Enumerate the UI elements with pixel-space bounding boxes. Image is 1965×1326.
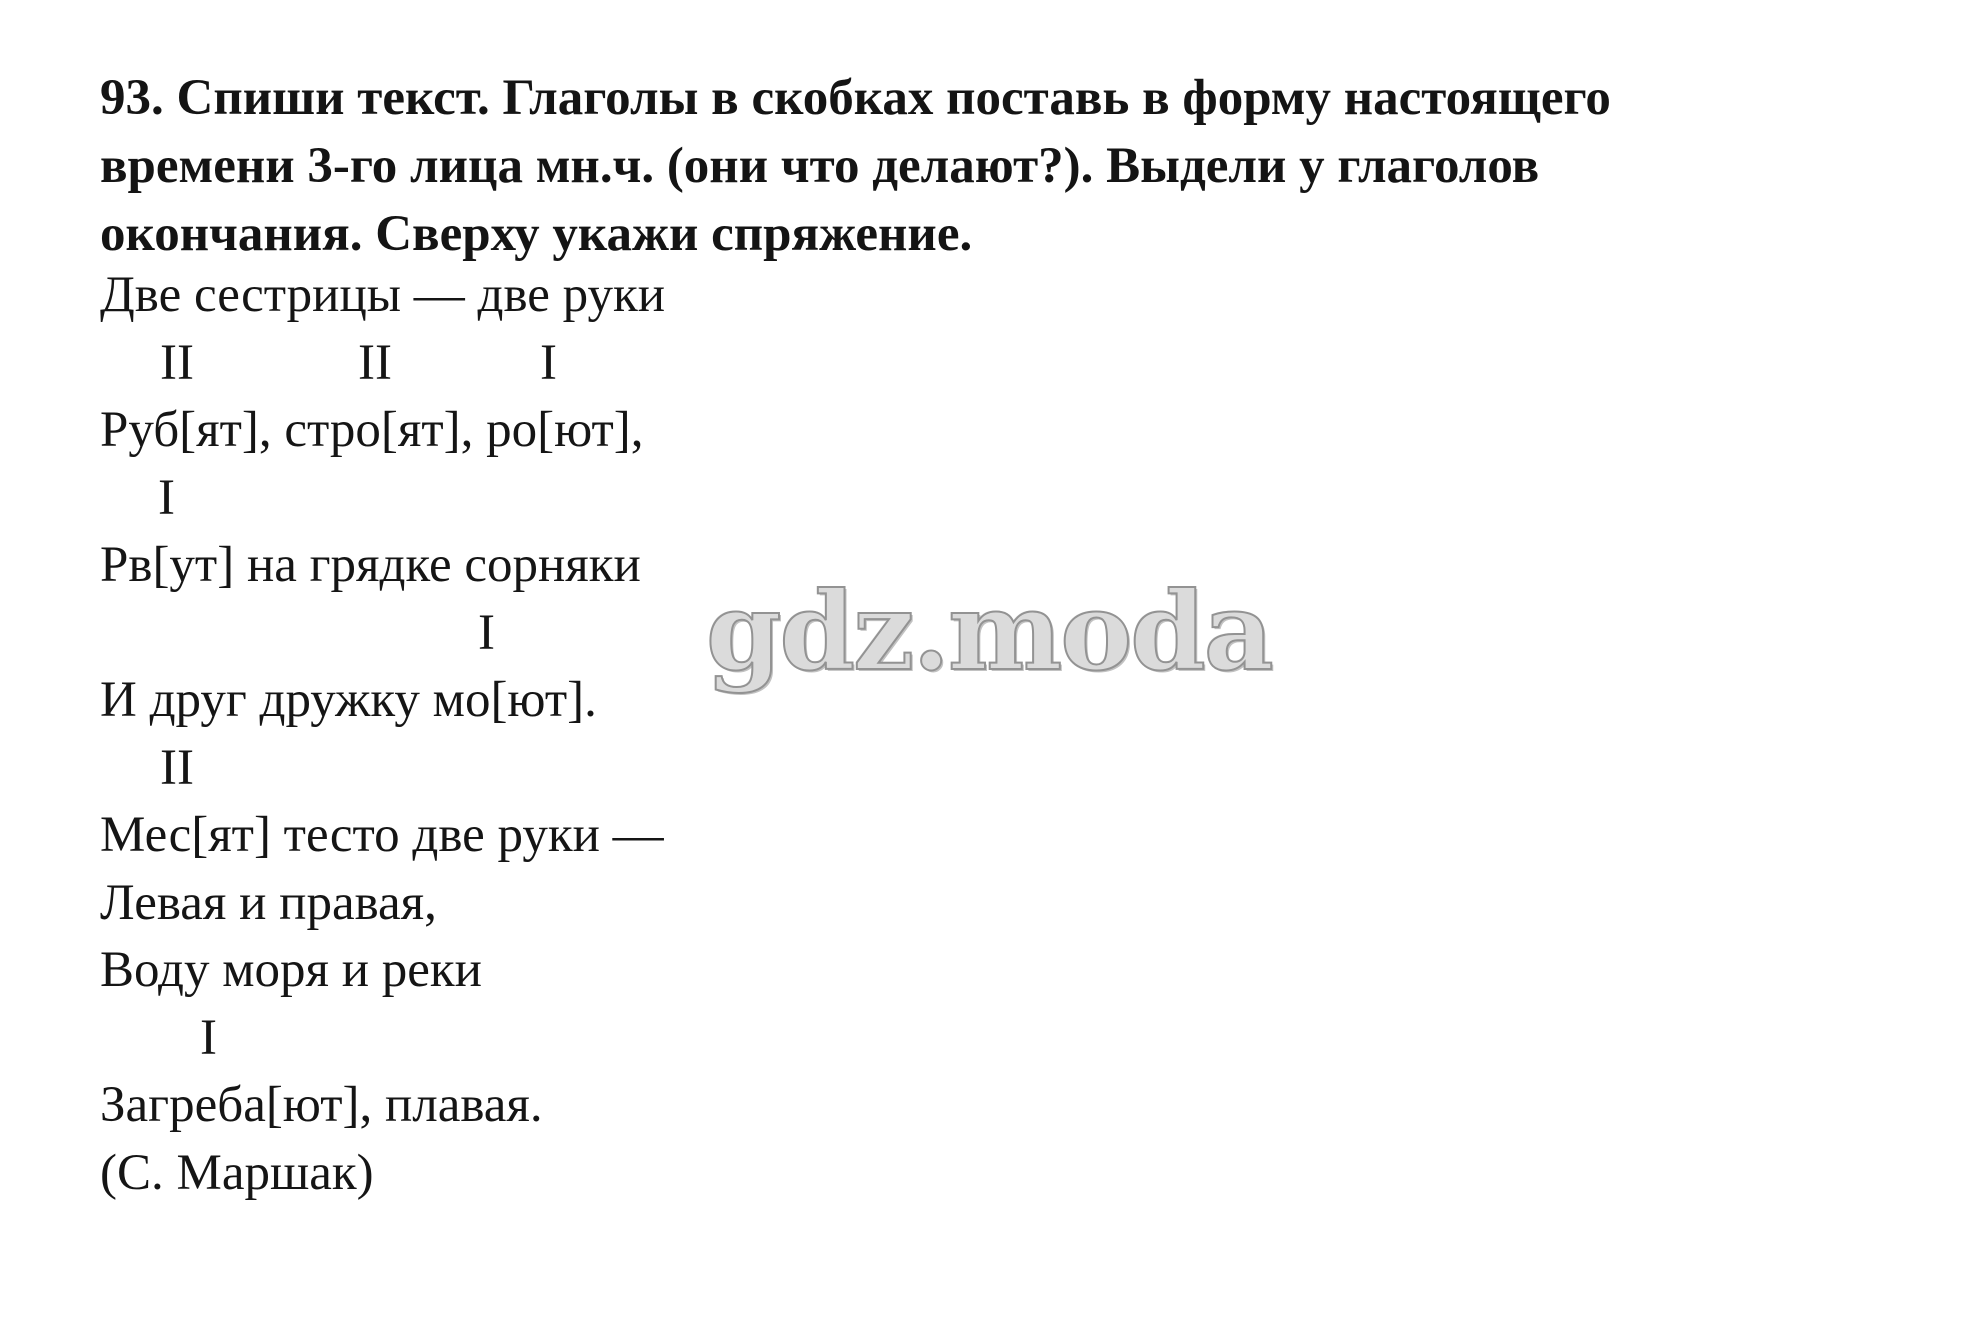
task-statement <box>100 64 1880 268</box>
poem-line-3: Рв[ут] на грядке сорняки <box>100 537 641 593</box>
poem-line-1: Две сестрицы — две руки <box>100 267 666 323</box>
poem-author: (С. Маршак) <box>100 1144 374 1201</box>
task-line-3: окончания. Сверху укажи спряжение. <box>100 206 973 262</box>
conjugation-mark: II <box>160 739 194 796</box>
poem-line-4: И друг дружку мо[ют]. <box>100 672 597 728</box>
poem-block <box>100 262 665 1207</box>
watermark-logo: gdz.moda <box>706 569 1272 695</box>
conjugation-marks-row-4 <box>100 735 665 803</box>
conjugation-mark: I <box>158 469 175 526</box>
task-line-2: времени 3-го лица мн.ч. (они что делают?). Выдели у глаголов <box>100 138 1540 194</box>
conjugation-marks-row-5 <box>100 1005 665 1073</box>
conjugation-mark: I <box>200 1009 217 1066</box>
conjugation-marks-row-3 <box>100 600 665 668</box>
poem-line-7: Воду моря и реки <box>100 942 482 998</box>
conjugation-mark: II <box>160 334 194 391</box>
conjugation-mark: I <box>478 604 495 661</box>
poem-line-2: Руб[ят], стро[ят], ро[ют], <box>100 402 644 458</box>
poem-line-8: Загреба[ют], плавая. <box>100 1077 543 1133</box>
poem-line-5: Мес[ят] тесто две руки — <box>100 807 664 863</box>
poem-line-6: Левая и правая, <box>100 874 437 931</box>
conjugation-marks-row-2 <box>100 465 665 533</box>
conjugation-mark: II <box>358 334 392 391</box>
conjugation-marks-row-1 <box>100 330 665 398</box>
conjugation-mark: I <box>540 334 557 391</box>
task-line-1: 93. Спиши текст. Глаголы в скобках поставь в форму настоящего <box>100 70 1611 126</box>
